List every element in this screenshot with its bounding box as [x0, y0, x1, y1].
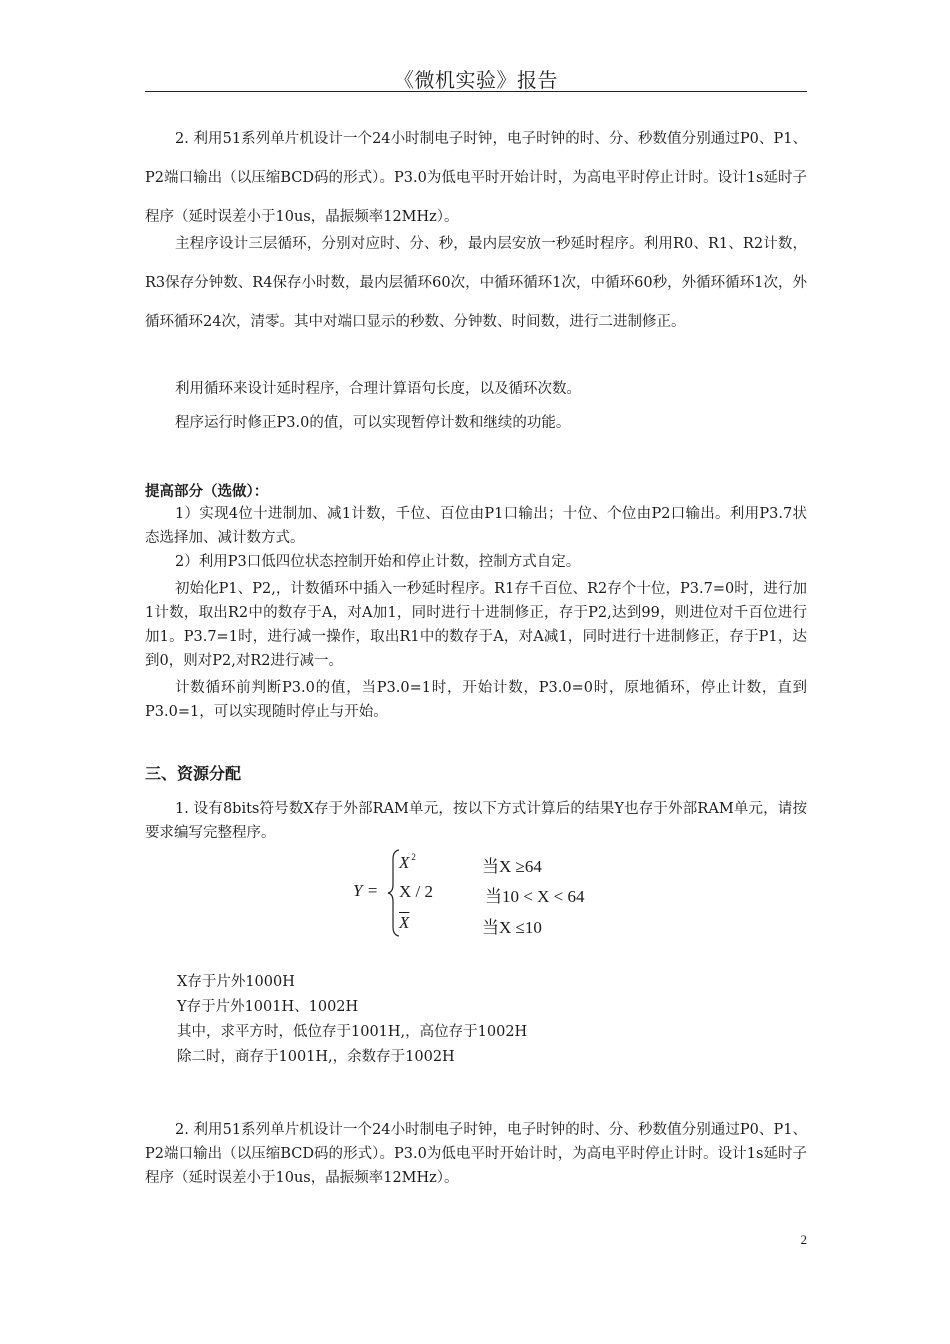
- section-3-task-1: 1. 设有8bits符号数X存于外部RAM单元，按以下方式计算后的结果Y也存于外部RAM单元，请按要求编写完整程序。: [145, 801, 807, 841]
- paragraph-delay-design: 利用循环来设计延时程序，合理计算语句长度，以及循环次数。: [175, 381, 581, 397]
- paragraph-main-program-design: 主程序设计三层循环，分别对应时、分、秒，最内层安放一秒延时程序。利用R0、R1、R2计数，R3保存分钟数、R4保存小时数，最内层循环60次，中循环循环1次，中循环60秒，外循环循环1次，外循环循环24次，清零。其中对端口显示的秒数、分钟数、时间数，进行二进制修正。: [145, 236, 807, 330]
- formula-row-1-expr: X $^2$: [399, 852, 416, 872]
- formula-row-2-cond: 当10 < X < 64: [485, 887, 585, 906]
- formula-row-3-expr: $\overline{X}$: [399, 913, 410, 932]
- section-3-task-2: 2. 利用51系列单片机设计一个24小时制电子时钟，电子时钟的时、分、秒数值分别通过P0、P1、P2端口输出（以压缩BCD码的形式）。P3.0为低电平时开始计时，为高电平时停止计时。设计1s延时子程序（延时误差小于10us，晶振频率12MHz）。: [145, 1122, 807, 1186]
- advanced-start-stop: 计数循环前判断P3.0的值，当P3.0=1时，开始计数，P3.0=0时，原地循环，停止计数，直到P3.0=1，可以实现随时停止与开始。: [145, 680, 807, 720]
- piecewise-formula: [345, 845, 645, 940]
- paragraph-task-description: 2. 利用51系列单片机设计一个24小时制电子时钟，电子时钟的时、分、秒数值分别通过P0、P1、P2端口输出（以压缩BCD码的形式）。P3.0为低电平时开始计时，为高电平时停止计时。设计1s延时子程序（延时误差小于10us，晶振频率12MHz）。: [145, 131, 807, 225]
- advanced-implementation: 初始化P1、P2,，计数循环中插入一秒延时程序。R1存千百位、R2存个十位，P3.7=0时，进行加1计数，取出R2中的数存于A，对A加1，同时进行十进制修正，存于P2,达到99，则进位对千百位进行加1。P3.7=1时，进行减一操作，取出R1中的数存于A，对A减1，同时进行十进制修正，存于P1，达到0，则对P2,对R2进行减一。: [145, 581, 807, 669]
- advanced-item-2: 2）利用P3口低四位状态控制开始和停止计数，控制方式自定。: [175, 554, 581, 570]
- formula-row-2-expr: X / 2: [399, 882, 433, 901]
- formula-row-1-cond: 当X ≥64: [482, 857, 542, 876]
- section-3-title: 三、资源分配: [145, 764, 242, 783]
- formula-lhs: Y =: [353, 881, 379, 900]
- storage-line-y: Y存于片外1001H、1002H: [177, 999, 359, 1015]
- storage-line-square: 其中，求平方时，低位存于1001H,，高位存于1002H: [177, 1024, 528, 1040]
- storage-line-divide: 除二时，商存于1001H,，余数存于1002H: [177, 1049, 455, 1065]
- advanced-section-title: 提高部分（选做）：: [145, 483, 269, 500]
- formula-row-3-cond: 当X ≤10: [482, 918, 542, 937]
- paragraph-pause-function: 程序运行时修正P3.0的值，可以实现暂停计数和继续的功能。: [175, 415, 571, 431]
- storage-line-x: X存于片外1000H: [177, 974, 295, 990]
- advanced-item-1: 1）实现4位十进制加、减1计数，千位、百位由P1口输出；十位、个位由P2口输出。利用P3.7状态选择加、减计数方式。: [145, 506, 807, 546]
- page-header-title: 《微机实验》报告: [394, 68, 558, 92]
- header-rule: [145, 91, 807, 92]
- page-number: 2: [800, 1232, 807, 1247]
- formula-row-1-sup: 2: [411, 852, 416, 862]
